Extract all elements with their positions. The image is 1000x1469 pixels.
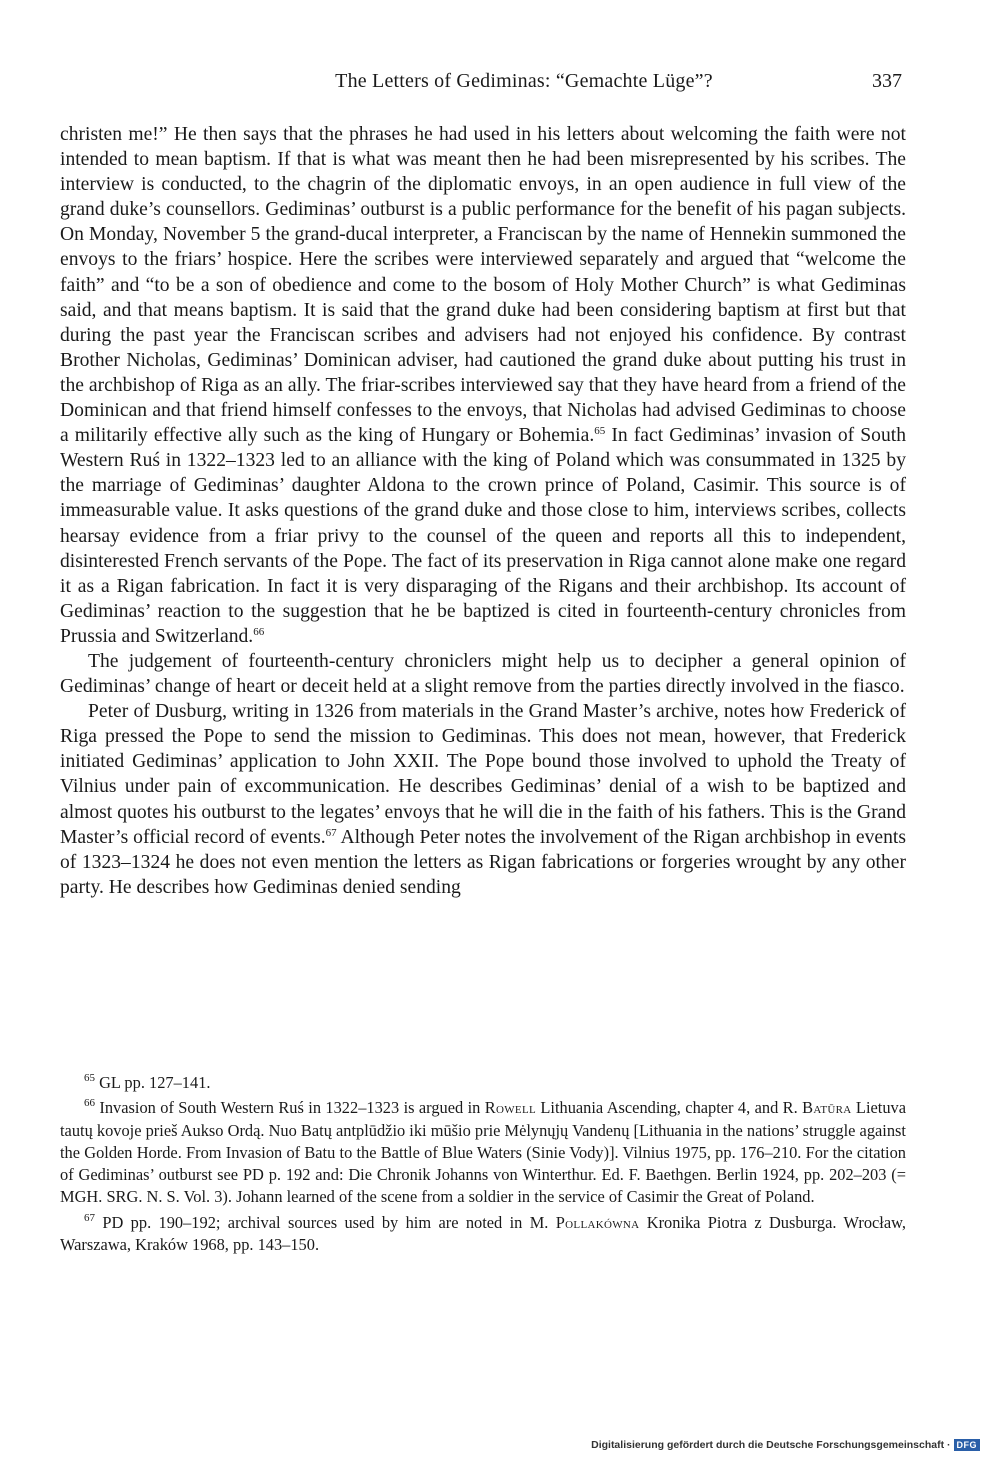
paragraph-3 [60,699,906,900]
page-number: 337 [872,70,902,92]
paragraph-3-text-b: Although Peter notes the involvement of the Rigan archbishop in events of 1323–1324 he does not even mention the letters as Rigan fabrications or forgeries wrought by any other party. He describes how Gediminas denied sending [60,826,906,898]
main-text [60,122,906,900]
footnotes [60,1072,906,1259]
footnote-ref-65[interactable]: 65 [594,425,606,438]
footnote-number-66: 66 [84,1097,95,1110]
footnote-67-text-a: PD pp. 190–192; archival sources used by him are noted in M. [95,1212,556,1232]
footnote-66-text-c: Lietuva tautų kovoje prieš Aukso Ordą. Nuo Batų antplūdžio iki mūšio prie Mėlynųjų Vandenų [Lithuania in the nations’ struggle against the Golden Horde. From Invasion of Batu to the Battle of Blue Waters (Sinie Vody)]. Vilnius 1975, pp. 176–210. For the citation of Gediminas’ outburst see PD p. 192 and: Die Chronik Johanns von Winterthur. Ed. F. Baethgen. Berlin 1924, pp. 202–203 (= MGH. SRG. N. S. Vol. 3). Johann learned of the scene from a soldier in the service of Casimir the Great of Poland. [60,1098,906,1207]
footnote-66-text-b: Lithuania Ascending, chapter 4, and R. [535,1098,803,1118]
paragraph-1-text-a: christen me!” He then says that the phrases he had used in his letters about welcoming the faith were not intended to mean baptism. If that is what was meant then he had been misrepresented by his scribes. The interview is conducted, to the chagrin of the diplomatic envoys, in an open audience in full view of the grand duke’s counsellors. Gediminas’ outburst is a public performance for the benefit of his pagan subjects. On Monday, November 5 the grand-ducal interpreter, a Franciscan by the name of Hennekin summoned the envoys to the friars’ hospice. Here the scribes were interviewed separately and argued that “welcome the faith” and “to be a son of obedience and come to the bosom of Holy Mother Church” is what Gediminas said, and that means baptism. It is said that the grand duke had been considering baptism at first but that during the past year the Franciscan scribes and advisers had not enjoyed his confidence. By contrast Brother Nicholas, Gediminas’ Dominican adviser, had cautioned the grand duke about putting his trust in the archbishop of Riga as an ally. The friar-scribes interviewed say that they have heard from a friend of the Dominican and that friend himself confesses to the envoys, that Nicholas had advised Gediminas to choose a militarily effective ally such as the king of Hungary or Bohemia. [60,124,906,447]
footnote-ref-66[interactable]: 66 [253,625,265,638]
footnote-66-author-rowell: Rowell [484,1098,536,1118]
dfg-logo-icon: DFG [954,1439,981,1451]
footnote-66-text-a: Invasion of South Western Ruś in 1322–1323 is argued in [95,1098,485,1118]
digitization-note-text: Digitalisierung gefördert durch die Deutsche Forschungsgemeinschaft · [591,1439,951,1451]
paragraph-3-text-a: Peter of Dusburg, writing in 1326 from materials in the Grand Master’s archive, notes how Frederick of Riga pressed the Pope to send the mission to Gediminas. This does not mean, however, that Frederick initiated Gediminas’ application to John XXII. The Pope bound those involved to uphold the Treaty of Vilnius under pain of excommunication. He describes Gediminas’ denial of a wish to be baptized and almost quotes his outburst to the legates’ envoys that he will die in the faith of his fathers. This is the Grand Master’s official record of events. [60,701,906,848]
footnote-ref-67[interactable]: 67 [325,826,337,839]
digitization-note [591,1437,980,1453]
footnote-66-author-batura: Batūra [802,1098,852,1118]
paragraph-1-text-b: In fact Gediminas’ invasion of South Western Ruś in 1322–1323 led to an alliance with the king of Poland which was consummated in 1325 by the marriage of Gediminas’ daughter Aldona to the crown prince of Poland, Casimir. This source is of immeasurable value. It asks questions of the grand duke and those close to him, interviews scribes, collects hearsay evidence from a friar privy to the counsel of the queen and reports all this to independent, disinterested French servants of the Pope. The fact of its preservation in Riga cannot alone make one regard it as a Rigan fabrication. In fact it is very disparaging of the Rigans and their archbishop. Its account of Gediminas’ reaction to the suggestion that he be baptized is cited in fourteenth-century chronicles from Prussia and Switzerland. [60,425,906,647]
running-title: The Letters of Gediminas: “Gemachte Lüge”? [335,70,713,92]
running-header [140,70,908,98]
footnote-67-text-b: Kronika Piotra z Dusburga. Wrocław, Warszawa, Kraków 1968, pp. 143–150. [60,1212,906,1255]
footnote-66 [60,1097,906,1208]
footnote-65-text: GL pp. 127–141. [95,1073,211,1092]
footnote-65 [60,1072,906,1094]
footnote-number-67: 67 [84,1211,95,1224]
paragraph-2: The judgement of fourteenth-century chroniclers might help us to decipher a general opinion of Gediminas’ change of heart or deceit held at a slight remove from the parties directly involved in the fiasco. [60,650,906,698]
footnote-67-author-pollakowna: Pollakówna [555,1212,640,1232]
paragraph-1 [60,122,906,649]
footnote-67 [60,1212,906,1257]
footnote-number-65: 65 [84,1072,95,1084]
